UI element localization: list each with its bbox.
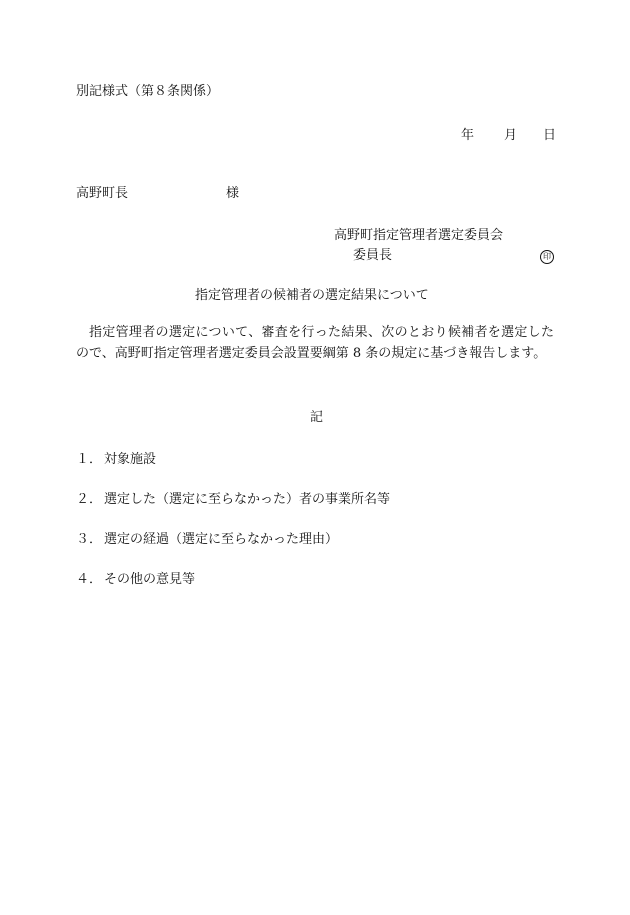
item-text: 対象施設 bbox=[104, 452, 157, 467]
item-number: ４． bbox=[76, 572, 103, 587]
addressee-honorific: 様 bbox=[226, 186, 240, 201]
body-paragraph: 指定管理者の選定について、審査を行った結果、次のとおり候補者を選定したので、高野町指定管理者選定委員会設置要綱第 8 条の規定に基づき報告します。 bbox=[76, 325, 554, 361]
form-label: 別記様式（第８条関係） bbox=[76, 84, 220, 99]
date-day: 日 bbox=[543, 128, 557, 143]
list-item bbox=[76, 452, 156, 468]
seal-icon: 印 bbox=[540, 250, 554, 264]
item-number: ３． bbox=[76, 532, 103, 547]
sender-title: 委員長 bbox=[353, 248, 393, 263]
list-item bbox=[76, 532, 338, 548]
date-month: 月 bbox=[504, 128, 518, 143]
sender-organization: 高野町指定管理者選定委員会 bbox=[334, 228, 504, 243]
item-text: 選定の経過（選定に至らなかった理由） bbox=[104, 532, 339, 547]
item-number: １． bbox=[76, 452, 103, 467]
ki-heading: 記 bbox=[310, 410, 324, 425]
list-item bbox=[76, 572, 195, 588]
list-item bbox=[76, 492, 390, 508]
item-text: その他の意見等 bbox=[104, 572, 196, 587]
date-year: 年 bbox=[461, 128, 475, 143]
seal-mark bbox=[540, 248, 554, 264]
item-number: ２． bbox=[76, 492, 103, 507]
document-title: 指定管理者の候補者の選定結果について bbox=[195, 288, 429, 303]
item-text: 選定した（選定に至らなかった）者の事業所名等 bbox=[104, 492, 391, 507]
addressee-name: 高野町長 bbox=[76, 186, 129, 201]
